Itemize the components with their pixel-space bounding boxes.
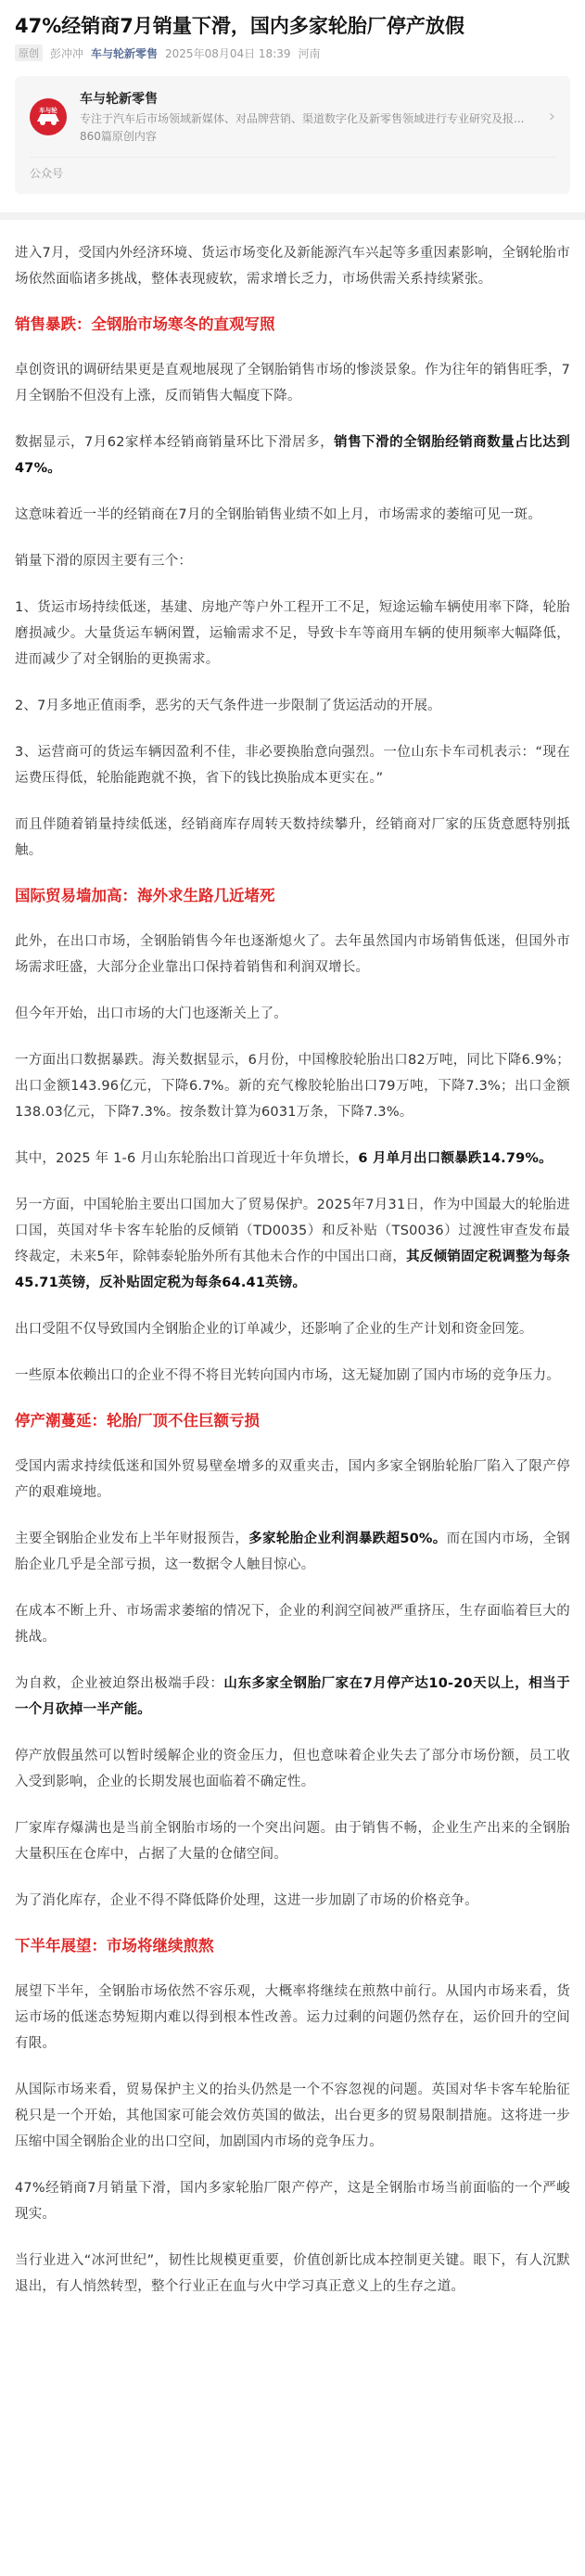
account-type: 公众号 bbox=[30, 157, 555, 181]
text: 为自救，企业被迫祭出极端手段： bbox=[15, 1676, 224, 1692]
account-description: 专注于汽车后市场领域新媒体、对品牌营销、渠道数字化及新零售领域进行专业研究及报... bbox=[80, 112, 525, 126]
article-meta bbox=[0, 43, 585, 76]
car-wheel-logo-icon bbox=[32, 101, 64, 133]
text: 另一方面，中国轮胎主要出口国加大了贸易保护。2025年7月31日，作为中国最大的轮胎进口国，英国对华卡客车轮胎的反倾销（TD0035）和反补贴（TS0036）过渡性审查发布最终裁定，未来5年，除韩泰轮胎外所有其他未合作的中国出口商， bbox=[15, 1198, 570, 1265]
article-count: 860篇原创内容 bbox=[80, 130, 157, 144]
paragraph: 卓创资讯的调研结果更是直观地展现了全钢胎销售市场的惨淡景象。作为往年的销售旺季，7月全钢胎不但没有上涨，反而销售大幅度下降。 bbox=[15, 363, 570, 404]
paragraph: 停产放假虽然可以暂时缓解企业的资金压力，但也意味着企业失去了部分市场份额，员工收入受到影响，企业的长期发展也面临着不确定性。 bbox=[15, 1749, 570, 1790]
text: 其中，2025 年 1-6 月山东轮胎出口首现近十年负增长， bbox=[15, 1151, 359, 1167]
logo-text: 车与轮 bbox=[39, 106, 57, 114]
paragraph: 出口受阻不仅导致国内全钢胎企业的订单减少，还影响了企业的生产计划和资金回笼。 bbox=[15, 1322, 533, 1338]
paragraph: 3、运营商可的货运车辆因盈利不佳，非必要换胎意向强烈。一位山东卡车司机表示：“现在运费压得低，轮胎能跑就不换，省下的钱比换胎成本更实在。” bbox=[15, 745, 570, 787]
paragraph: 在成本不断上升、市场需求萎缩的情况下，企业的利润空间被严重挤压，生存面临着巨大的挑战。 bbox=[15, 1604, 570, 1646]
paragraph: 47%经销商7月销量下滑，国内多家轮胎厂限产停产，这是全钢胎市场当前面临的一个严峻现实。 bbox=[15, 2181, 570, 2223]
chevron-right-icon: › bbox=[548, 107, 555, 127]
bold-text: 销售下滑的全钢胎经销商数量占比达到47%。 bbox=[15, 435, 570, 477]
paragraph: 一些原本依赖出口的企业不得不将目光转向国内市场，这无疑加剧了国内市场的竞争压力。 bbox=[15, 1368, 560, 1384]
section-heading: 停产潮蔓延：轮胎厂顶不住巨额亏损 bbox=[15, 1412, 260, 1430]
paragraph: 从国际市场来看，贸易保护主义的抬头仍然是一个不容忽视的问题。英国对华卡客车轮胎征税只是一个开始，其他国家可能会效仿英国的做法，出台更多的贸易限制措施。这将进一步压缩中国全钢胎企业的出口空间，加剧国内市场的竞争压力。 bbox=[15, 2083, 570, 2150]
paragraph bbox=[15, 1192, 570, 1296]
paragraph: 进入7月，受国内外经济环境、货运市场变化及新能源汽车兴起等多重因素影响，全钢轮胎市场依然面临诸多挑战，整体表现疲软，需求增长乏力，市场供需关系持续紧张。 bbox=[15, 246, 570, 288]
account-card[interactable] bbox=[15, 76, 570, 194]
account-name: 车与轮新零售 bbox=[80, 92, 158, 108]
paragraph: 但今年开始，出口市场的大门也逐渐关上了。 bbox=[15, 1006, 287, 1022]
section-heading: 销售暴跌：全钢胎市场寒冬的直观写照 bbox=[15, 315, 275, 334]
paragraph: 此外，在出口市场，全钢胎销售今年也逐渐熄火了。去年虽然国内市场销售低迷，但国外市场需求旺盛，大部分企业靠出口保持着销售和利润双增长。 bbox=[15, 934, 570, 976]
original-tag: 原创 bbox=[15, 45, 43, 61]
paragraph: 当行业进入“冰河世纪”，韧性比规模更重要，价值创新比成本控制更关键。眼下，有人沉默退出，有人悄然转型，整个行业正在血与火中学习真正意义上的生存之道。 bbox=[15, 2253, 570, 2295]
paragraph bbox=[15, 1526, 570, 1578]
paragraph bbox=[15, 1671, 570, 1723]
paragraph bbox=[15, 1146, 570, 1172]
paragraph bbox=[15, 429, 570, 481]
section-heading: 下半年展望：市场将继续煎熬 bbox=[15, 1937, 214, 1955]
article-title: 47%经销商7月销量下滑，国内多家轮胎厂停产放假 bbox=[15, 15, 464, 37]
paragraph: 展望下半年，全钢胎市场依然不容乐观，大概率将继续在煎熬中前行。从国内市场来看，货运市场的低迷态势短期内难以得到根本性改善。运力过剩的问题仍然存在，运价回升的空间有限。 bbox=[15, 1984, 570, 2052]
publish-date: 2025年08月04日 18:39 bbox=[165, 46, 291, 60]
paragraph: 1、货运市场持续低迷，基建、房地产等户外工程开工不足，短途运输车辆使用率下降，轮胎磨损减少。大量货运车辆闲置，运输需求不足，导致卡车等商用车辆的使用频率大幅降低，进而减少了对全钢胎的更换需求。 bbox=[15, 600, 570, 668]
paragraph: 厂家库存爆满也是当前全钢胎市场的一个突出问题。由于销售不畅，企业生产出来的全钢胎大量积压在仓库中，占据了大量的仓储空间。 bbox=[15, 1821, 570, 1863]
paragraph: 而且伴随着销量持续低迷，经销商库存周转天数持续攀升，经销商对厂家的压货意愿特别抵触。 bbox=[15, 817, 570, 859]
article-body bbox=[0, 220, 585, 2300]
bold-text: 其反倾销固定税调整为每条45.71英镑，反补贴固定税为每条64.41英镑。 bbox=[15, 1250, 570, 1291]
paragraph: 一方面出口数据暴跌。海关数据显示，6月份，中国橡胶轮胎出口82万吨，同比下降6.9%；出口金额143.96亿元，下降6.7%。新的充气橡胶轮胎出口79万吨，下降7.3%；出口金额138.03亿元，下降7.3%。按条数计算为6031万条，下降7.3%。 bbox=[15, 1053, 570, 1121]
paragraph: 这意味着近一半的经销商在7月的全钢胎销售业绩不如上月，市场需求的萎缩可见一斑。 bbox=[15, 507, 542, 523]
bold-text: 山东多家全钢胎厂家在7月停产达10-20天以上，相当于一个月砍掉一半产能。 bbox=[15, 1676, 570, 1718]
paragraph: 受国内需求持续低迷和国外贸易壁垒增多的双重夹击，国内多家全钢胎轮胎厂陷入了限产停产的艰难境地。 bbox=[15, 1459, 570, 1501]
author-name: 彭冲冲 bbox=[50, 46, 84, 60]
section-heading: 国际贸易墙加高：海外求生路几近堵死 bbox=[15, 887, 275, 905]
paragraph: 2、7月多地正值雨季，恶劣的天气条件进一步限制了货运活动的开展。 bbox=[15, 698, 441, 714]
bold-text: 多家轮胎企业利润暴跌超50%。 bbox=[248, 1532, 447, 1547]
section-divider bbox=[0, 212, 585, 220]
paragraph: 为了消化库存，企业不得不降低降价处理，这进一步加剧了市场的价格竞争。 bbox=[15, 1893, 478, 1909]
publish-location: 河南 bbox=[298, 46, 321, 60]
account-link[interactable]: 车与轮新零售 bbox=[91, 46, 159, 60]
text: 而在国内市场，全钢胎企业几乎是全部亏损，这一数据令人触目惊心。 bbox=[15, 1532, 570, 1573]
paragraph: 销量下滑的原因主要有三个： bbox=[15, 554, 193, 570]
bold-text: 6 月单月出口额暴跌14.79%。 bbox=[358, 1151, 553, 1167]
text: 主要全钢胎企业发布上半年财报预告， bbox=[15, 1532, 249, 1547]
account-logo bbox=[30, 98, 67, 135]
text: 数据显示，7月62家样本经销商销量环比下滑居多， bbox=[15, 435, 335, 451]
